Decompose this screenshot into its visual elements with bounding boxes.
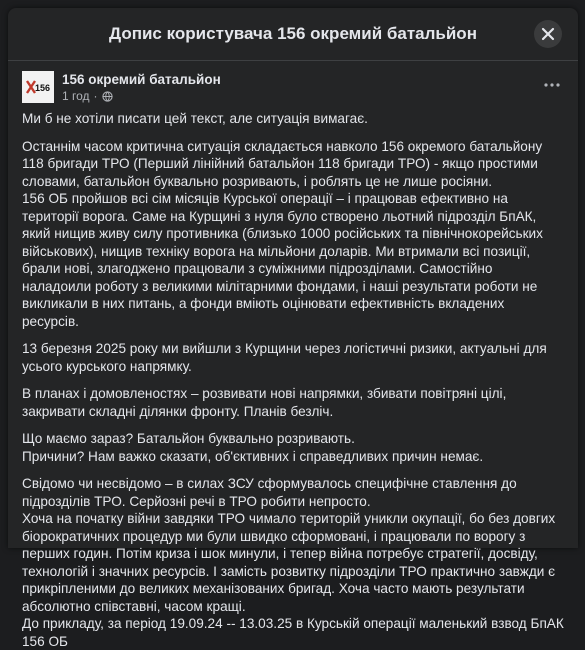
avatar[interactable]: [22, 71, 54, 103]
dialog-header: [8, 8, 578, 61]
more-horizontal-icon: [544, 83, 560, 87]
post-paragraph: Що маємо зараз? Батальйон буквально розривають.: [22, 431, 355, 446]
post-paragraph: Свідомо чи несвідомо – в силах ЗСУ сформувалось специфічне ставлення до підрозділів ТРО. Серйозні речі в ТРО робити непросто.: [22, 476, 517, 509]
post-paragraph: 156 ОБ пройшов всі сім місяців Курської операції – і працював ефективно на території ворога. Саме на Курщині з нуля було створено льотний підрозділ БпАК, який нищив живу силу противника (близько 1000 російських та північнокорейських військових), нищив техніку ворога на мільйони доларів. Ми втримали всі позиції, брали нові, злагоджено працювали з суміжними підрозділами. Самостійно наладоили роботу з великими мілітарними фондами, і наші результати роботи не викликали в них питань, а фонди вміють оцінювати ефективність вкладених ресурсів.: [22, 191, 543, 329]
post-paragraph: В планах і домовленостях – розвивати нові напрямки, збивати повітряні цілі, закривати складні ділянки фронту. Планів безліч.: [22, 386, 507, 419]
post-paragraph: Останнім часом критична ситуація складається навколо 156 окремого батальйону 118 бригади ТРО (Перший лінійний батальйон 118 бригади ТРО) - якщо простими словами, батальйон буквально розривають, і роблять це не лише росіяни.: [22, 138, 543, 189]
close-icon: [541, 27, 555, 41]
post-paragraph: До прикладу, за період 19.09.24 -- 13.03.25 в Курській операції маленький взвод БпАК 156 ОБ: [22, 616, 564, 649]
post-paragraph: Хоча на початку війни завдяки ТРО чимало територій уникли окупації, бо без довгих біорократичних процедур ми були швидко сформовані, і працювали по ворогу з перших годин. Потім криза і шок минули, і тепер війна потребує стратегії, досвіду, технологій і значних ресурсів. І замість розвитку підрозділи ТРО практично завжди є прикріпленими до великих механізованих бригад. Хоча часто мають результати абсолютно співставні, часом кращі.: [22, 511, 556, 614]
close-button[interactable]: [534, 20, 562, 48]
post-paragraph: Причини? Нам важко сказати, об'єктивних і справедливих причин немає.: [22, 448, 484, 464]
unit-logo-icon: [22, 71, 54, 103]
post-time[interactable]: 1 год: [62, 89, 90, 103]
post-paragraph: Ми б не хотіли писати цей текст, але ситуація вимагає.: [22, 111, 368, 126]
post-header: 156 156 окремий батальйон 1 год ·: [8, 61, 578, 104]
post-paragraph: 13 березня 2025 року ми вийшли з Курщини через логістичні ризики, актуальні для усього курського напрямку.: [22, 341, 547, 374]
dialog-title: Допис користувача 156 окремий батальйон: [109, 24, 477, 43]
post-body: [8, 104, 578, 650]
avatar-text: 156: [35, 83, 51, 93]
more-options-button[interactable]: [542, 75, 562, 95]
globe-icon: [102, 91, 113, 102]
post-dialog: [8, 8, 578, 649]
post-author[interactable]: 156 окремий батальйон: [62, 72, 221, 87]
